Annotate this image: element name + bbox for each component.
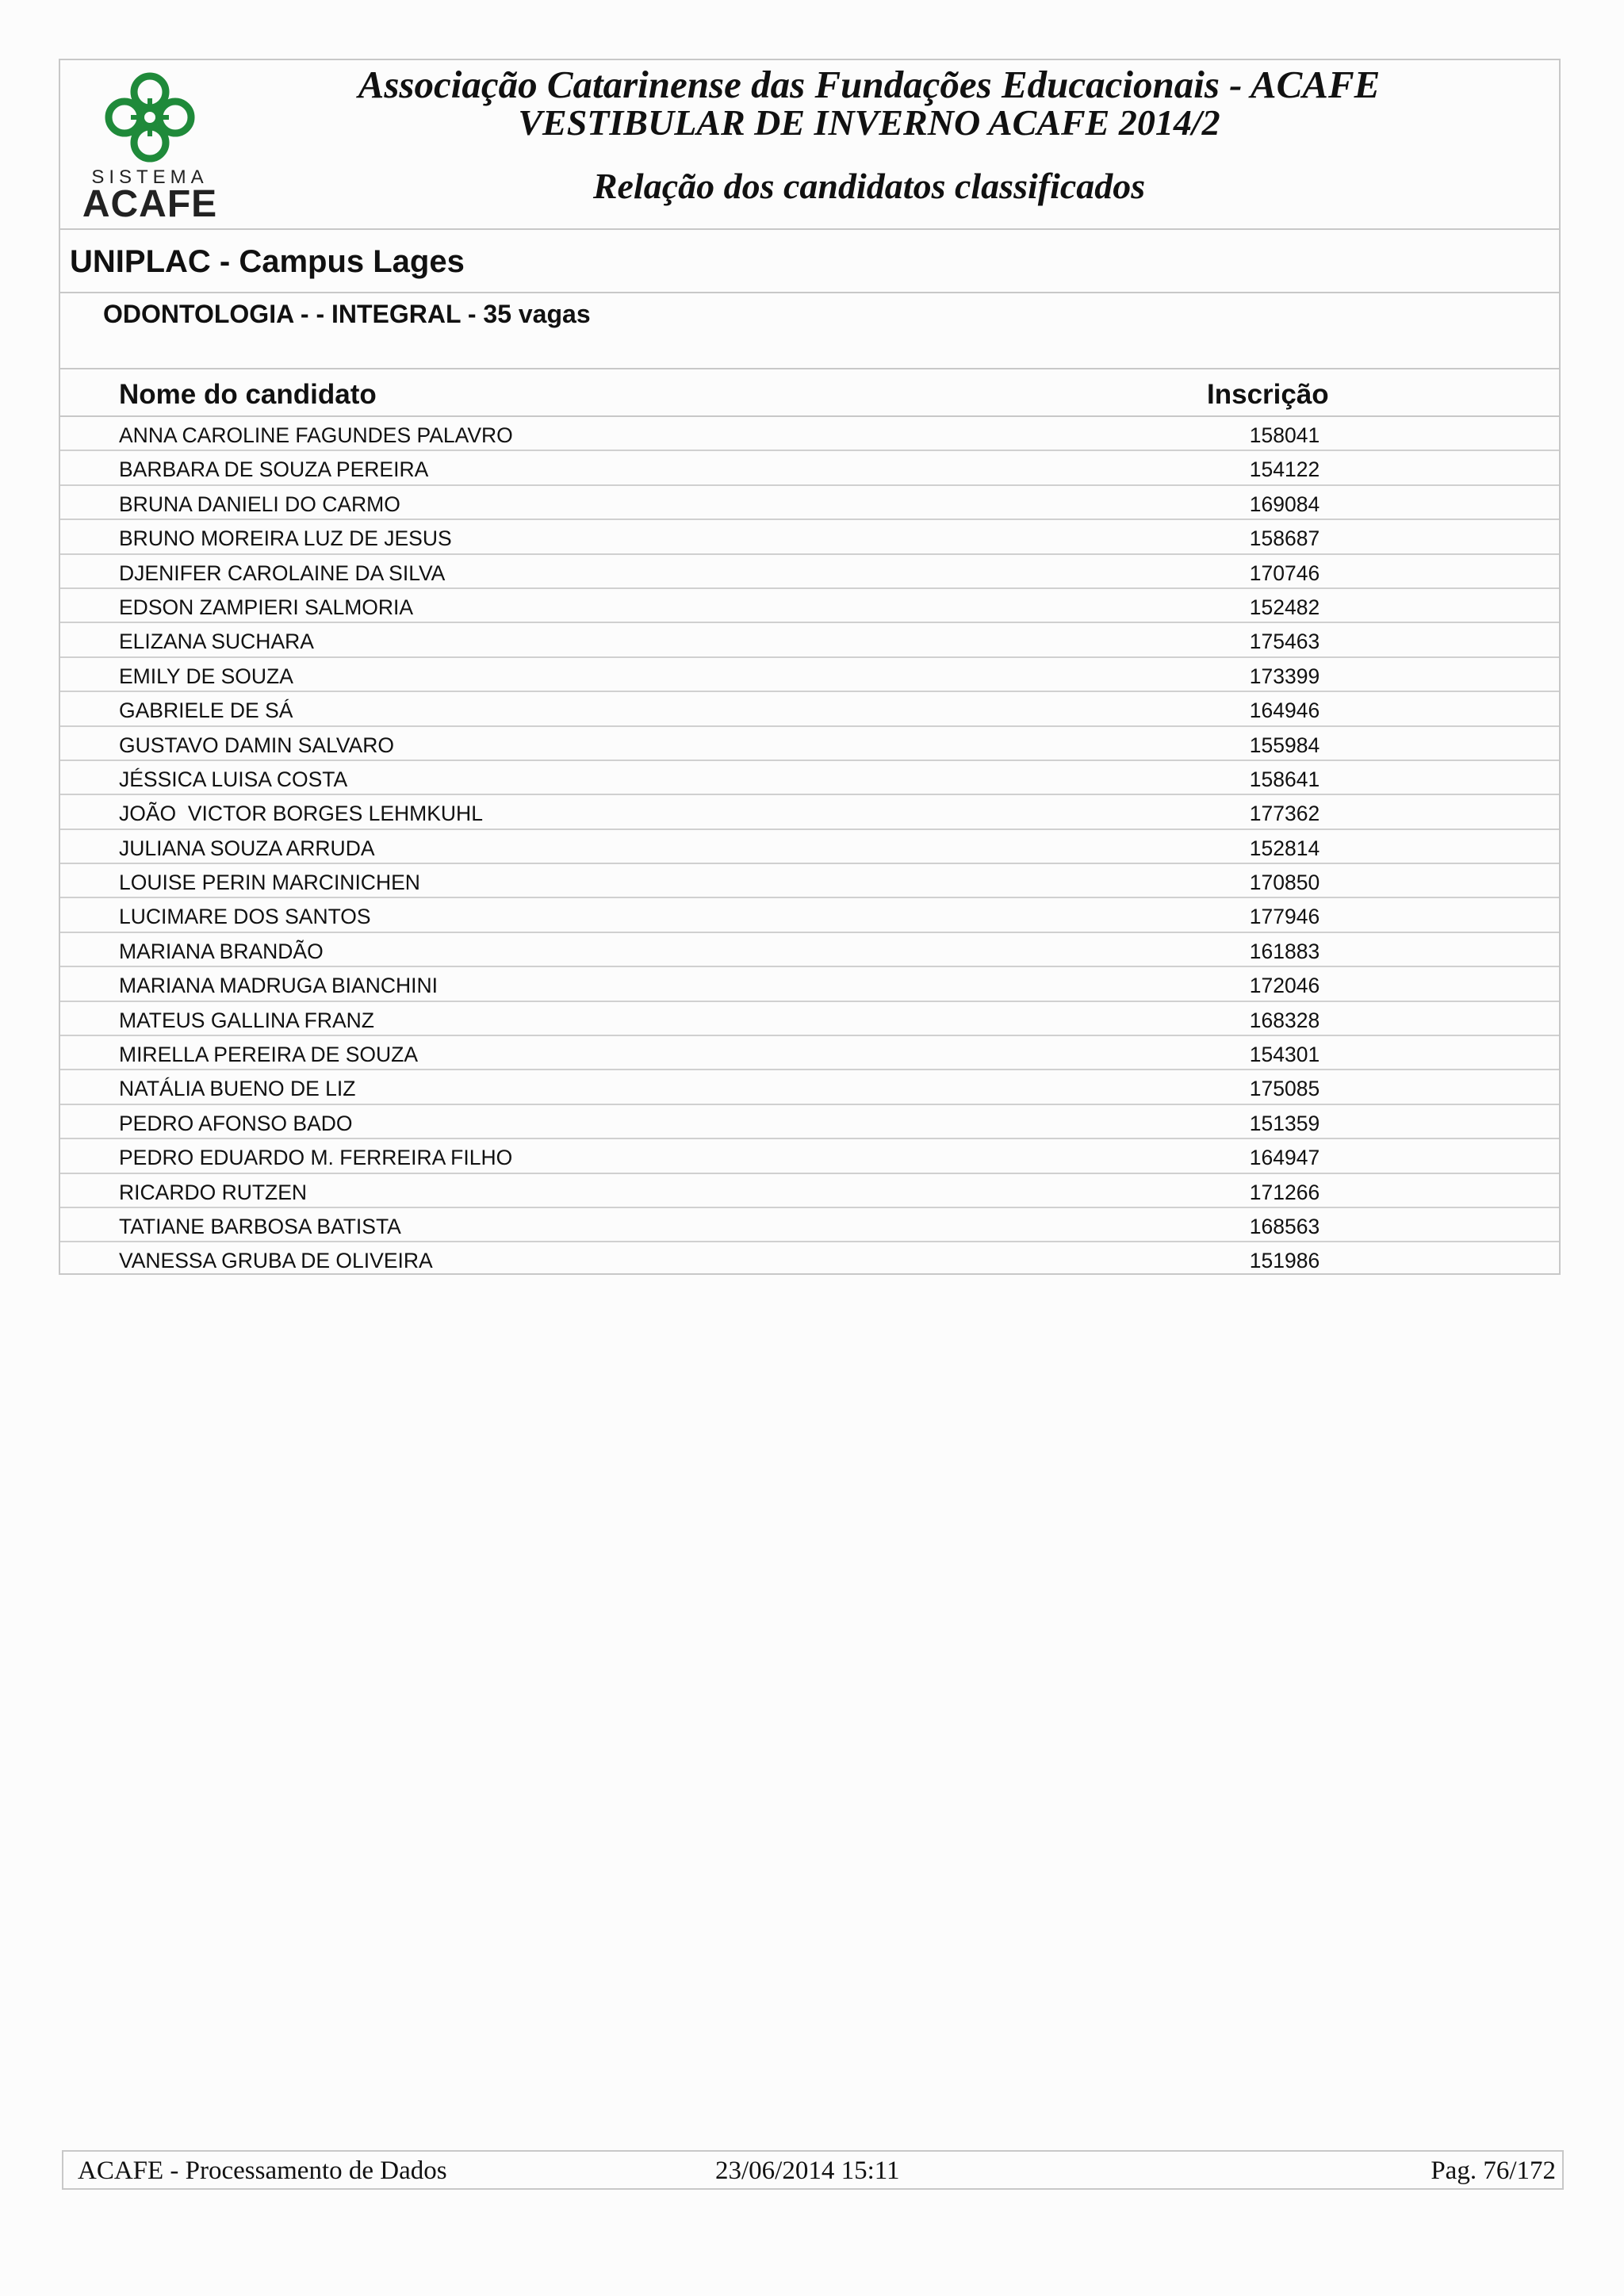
table-row xyxy=(60,520,1559,554)
candidate-name: DJENIFER CAROLAINE DA SILVA xyxy=(119,561,446,585)
candidate-name: GABRIELE DE SÁ xyxy=(119,698,293,723)
table-row xyxy=(60,864,1559,898)
candidate-name: LOUISE PERIN MARCINICHEN xyxy=(119,871,420,895)
candidate-inscricao: 177362 xyxy=(1249,802,1320,826)
table-row xyxy=(60,1070,1559,1104)
table-row xyxy=(60,795,1559,829)
candidate-name: MIRELLA PEREIRA DE SOUZA xyxy=(119,1043,419,1067)
candidate-name: NATÁLIA BUENO DE LIZ xyxy=(119,1077,356,1101)
candidate-name: MARIANA MADRUGA BIANCHINI xyxy=(119,974,438,998)
footer-processing-label: ACAFE - Processamento de Dados xyxy=(78,2156,447,2185)
footer-timestamp: 23/06/2014 15:11 xyxy=(715,2156,900,2185)
table-row xyxy=(60,1036,1559,1070)
candidate-inscricao: 151359 xyxy=(1249,1111,1320,1135)
document-frame xyxy=(59,59,1561,1275)
candidate-inscricao: 175463 xyxy=(1249,629,1320,654)
candidate-name: JULIANA SOUZA ARRUDA xyxy=(119,836,375,860)
candidate-name: LUCIMARE DOS SANTOS xyxy=(119,905,371,929)
candidate-inscricao: 152482 xyxy=(1249,595,1320,619)
candidate-name: RICARDO RUTZEN xyxy=(119,1180,308,1204)
table-row xyxy=(60,451,1559,485)
table-row xyxy=(60,1105,1559,1139)
candidate-name: PEDRO EDUARDO M. FERREIRA FILHO xyxy=(119,1146,513,1170)
candidate-inscricao: 171266 xyxy=(1249,1180,1320,1204)
candidate-name: BRUNO MOREIRA LUZ DE JESUS xyxy=(119,526,452,551)
candidate-name: PEDRO AFONSO BADO xyxy=(119,1111,353,1135)
table-header xyxy=(60,369,1559,417)
candidate-name: MARIANA BRANDÃO xyxy=(119,939,324,963)
table-row xyxy=(60,1174,1559,1208)
table-row xyxy=(60,1002,1559,1036)
table-row xyxy=(60,1242,1559,1276)
candidate-inscricao: 158687 xyxy=(1249,526,1320,551)
acafe-knot-logo-icon xyxy=(75,70,225,165)
candidate-inscricao: 172046 xyxy=(1249,974,1320,998)
candidate-name: GUSTAVO DAMIN SALVARO xyxy=(119,733,395,757)
table-row xyxy=(60,830,1559,864)
campus-label: UNIPLAC - Campus Lages xyxy=(70,244,465,279)
column-header-inscricao: Inscrição xyxy=(1207,379,1329,410)
candidate-inscricao: 168328 xyxy=(1249,1008,1320,1032)
candidate-inscricao: 170746 xyxy=(1249,561,1320,585)
candidate-inscricao: 155984 xyxy=(1249,733,1320,757)
candidate-inscricao: 168563 xyxy=(1249,1214,1320,1238)
page-footer xyxy=(62,2150,1564,2190)
candidate-inscricao: 154122 xyxy=(1249,457,1320,482)
candidate-inscricao: 177946 xyxy=(1249,905,1320,929)
header-title-exam: VESTIBULAR DE INVERNO ACAFE 2014/2 xyxy=(518,102,1220,143)
header-title-organization: Associação Catarinense das Fundações Educacionais - ACAFE xyxy=(358,63,1381,106)
footer-page-number: Pag. 76/172 xyxy=(1431,2156,1556,2185)
table-row xyxy=(60,967,1559,1001)
table-row xyxy=(60,486,1559,520)
candidate-inscricao: 154301 xyxy=(1249,1043,1320,1067)
candidate-name: BRUNA DANIELI DO CARMO xyxy=(119,492,400,516)
candidate-table-body xyxy=(60,417,1559,1277)
candidate-inscricao: 169084 xyxy=(1249,492,1320,516)
candidate-name: EMILY DE SOUZA xyxy=(119,664,293,688)
candidate-inscricao: 170850 xyxy=(1249,871,1320,895)
header-subtitle: Relação dos candidatos classificados xyxy=(592,166,1146,206)
candidate-inscricao: 158641 xyxy=(1249,767,1320,791)
table-row xyxy=(60,658,1559,692)
candidate-name: JÉSSICA LUISA COSTA xyxy=(119,767,348,791)
table-row xyxy=(60,1139,1559,1173)
candidate-inscricao: 151986 xyxy=(1249,1249,1320,1273)
candidate-inscricao: 173399 xyxy=(1249,664,1320,688)
table-row xyxy=(60,761,1559,795)
candidate-name: EDSON ZAMPIERI SALMORIA xyxy=(119,595,414,619)
table-row xyxy=(60,417,1559,451)
candidate-name: MATEUS GALLINA FRANZ xyxy=(119,1008,374,1032)
table-row xyxy=(60,898,1559,932)
table-row xyxy=(60,589,1559,623)
table-row xyxy=(60,1208,1559,1242)
logo-text-sistema: SISTEMA xyxy=(91,166,209,188)
candidate-inscricao: 161883 xyxy=(1249,939,1320,963)
table-row xyxy=(60,623,1559,657)
candidate-inscricao: 175085 xyxy=(1249,1077,1320,1101)
table-row xyxy=(60,692,1559,726)
course-heading xyxy=(60,293,1559,369)
table-row xyxy=(60,727,1559,761)
candidate-name: JOÃO VICTOR BORGES LEHMKUHL xyxy=(119,802,483,826)
candidate-name: BARBARA DE SOUZA PEREIRA xyxy=(119,457,429,482)
candidate-name: TATIANE BARBOSA BATISTA xyxy=(119,1214,401,1238)
table-row xyxy=(60,933,1559,967)
candidate-name: ANNA CAROLINE FAGUNDES PALAVRO xyxy=(119,423,513,447)
candidate-name: ELIZANA SUCHARA xyxy=(119,629,314,654)
campus-heading xyxy=(60,230,1559,293)
candidate-name: VANESSA GRUBA DE OLIVEIRA xyxy=(119,1249,433,1273)
column-header-name: Nome do candidato xyxy=(119,379,377,410)
logo-text-acafe: ACAFE xyxy=(82,183,218,225)
candidate-inscricao: 158041 xyxy=(1249,423,1320,447)
document-header xyxy=(60,60,1559,230)
course-label: ODONTOLOGIA - - INTEGRAL - 35 vagas xyxy=(103,300,591,328)
table-row xyxy=(60,555,1559,589)
candidate-inscricao: 152814 xyxy=(1249,836,1320,860)
candidate-inscricao: 164947 xyxy=(1249,1146,1320,1170)
acafe-logo xyxy=(75,70,225,225)
candidate-inscricao: 164946 xyxy=(1249,698,1320,723)
